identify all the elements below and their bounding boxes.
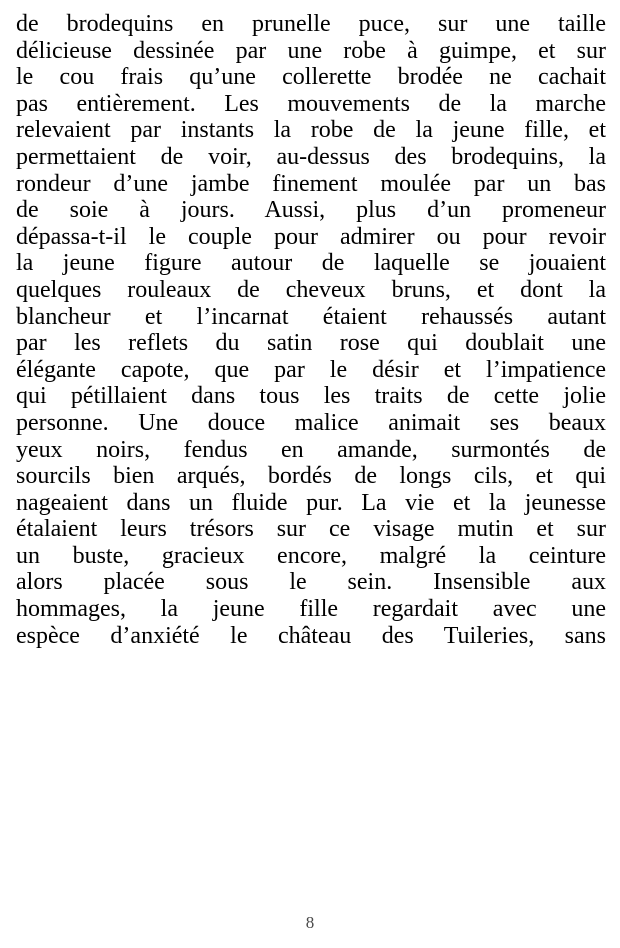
body-text bbox=[16, 11, 606, 649]
text-line: alors placée sous le sein. Insensible aux bbox=[16, 569, 606, 596]
text-line: élégante capote, que par le désir et l’impatience bbox=[16, 356, 606, 383]
text-line: délicieuse dessinée par une robe à guimpe, et sur bbox=[16, 37, 606, 64]
text-line: étalaient leurs trésors sur ce visage mutin et sur bbox=[16, 516, 606, 543]
text-line: de brodequins en prunelle puce, sur une taille bbox=[16, 11, 606, 37]
text-line: rondeur d’une jambe finement moulée par un bas bbox=[16, 170, 606, 197]
text-line: yeux noirs, fendus en amande, surmontés de bbox=[16, 436, 606, 463]
text-line: de soie à jours. Aussi, plus d’un promeneur bbox=[16, 197, 606, 224]
text-line: la jeune figure autour de laquelle se jouaient bbox=[16, 250, 606, 277]
text-line: hommages, la jeune fille regardait avec une bbox=[16, 596, 606, 623]
page-number: 8 bbox=[305, 913, 315, 932]
text-line: quelques rouleaux de cheveux bruns, et dont la bbox=[16, 276, 606, 303]
text-line: relevaient par instants la robe de la jeune fille, et bbox=[16, 117, 606, 144]
text-line: qui pétillaient dans tous les traits de cette jolie bbox=[16, 383, 606, 410]
text-line: blancheur et l’incarnat étaient rehaussés autant bbox=[16, 303, 606, 330]
text-line: par les reflets du satin rose qui doublait une bbox=[16, 330, 606, 357]
text-line: dépassa-t-il le couple pour admirer ou pour revoir bbox=[16, 223, 606, 250]
text-line: permettaient de voir, au-dessus des brodequins, la bbox=[16, 143, 606, 170]
text-line: le cou frais qu’une collerette brodée ne cachait bbox=[16, 64, 606, 91]
text-line: un buste, gracieux encore, malgré la ceinture bbox=[16, 542, 606, 569]
text-line: sourcils bien arqués, bordés de longs cils, et qui bbox=[16, 463, 606, 490]
text-line: espèce d’anxiété le château des Tuileries, sans bbox=[16, 622, 606, 649]
text-line: personne. Une douce malice animait ses beaux bbox=[16, 409, 606, 436]
text-line: pas entièrement. Les mouvements de la marche bbox=[16, 90, 606, 117]
text-line: nageaient dans un fluide pur. La vie et la jeunesse bbox=[16, 489, 606, 516]
